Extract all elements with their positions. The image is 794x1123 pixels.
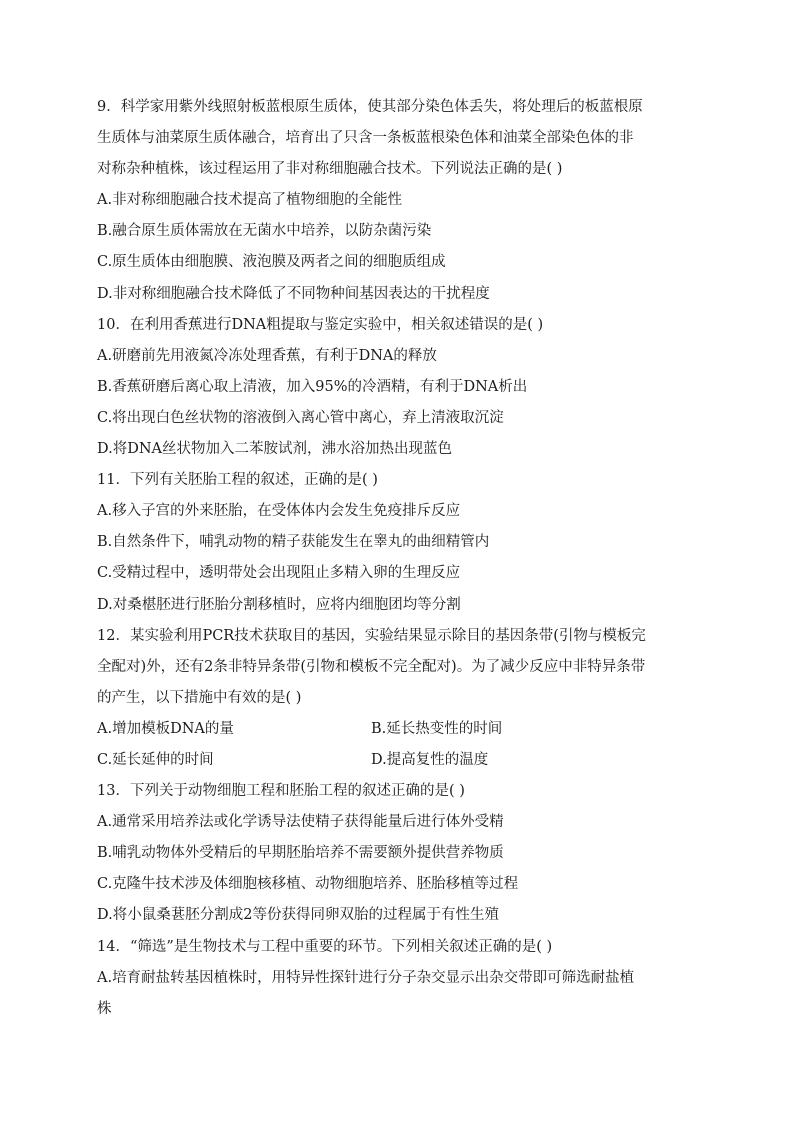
option-d: D.非对称细胞融合技术降低了不同物种间基因表达的干扰程度 bbox=[97, 285, 490, 302]
option-b: B.自然条件下，哺乳动物的精子获能发生在睾丸的曲细精管内 bbox=[97, 534, 490, 551]
option-b: B.融合原生质体需放在无菌水中培养，以防杂菌污染 bbox=[97, 223, 432, 240]
option-row bbox=[97, 745, 701, 776]
question-11 bbox=[97, 465, 701, 620]
option-c: C.克隆牛技术涉及体细胞核移植、动物细胞培养、胚胎移植等过程 bbox=[97, 876, 519, 893]
stem-line: 对称杂种植株，该过程运用了非对称细胞融合技术。下列说法正确的是( ) bbox=[97, 161, 563, 178]
stem-line: 11．下列有关胚胎工程的叙述，正确的是( ) bbox=[97, 472, 378, 489]
stem-line: 14．“筛选”是生物技术与工程中重要的环节。下列相关叙述正确的是( ) bbox=[97, 938, 553, 955]
option-a-continued: 株 bbox=[97, 1000, 112, 1017]
question-14 bbox=[97, 932, 701, 1025]
option-b: B.哺乳动物体外受精后的早期胚胎培养不需要额外提供营养物质 bbox=[97, 845, 504, 862]
stem-line: 9．科学家用紫外线照射板蓝根原生质体，使其部分染色体丢失，将处理后的板蓝根原 bbox=[97, 99, 643, 115]
question-13 bbox=[97, 776, 701, 931]
stem-line: 13．下列关于动物细胞工程和胚胎工程的叙述正确的是( ) bbox=[97, 783, 465, 800]
option-d: D.将DNA丝状物加入二苯胺试剂，沸水浴加热出现蓝色 bbox=[97, 441, 453, 458]
option-a: A.增加模板DNA的量 bbox=[97, 720, 234, 737]
option-b: B.延长热变性的时间 bbox=[371, 720, 503, 737]
question-10 bbox=[97, 310, 701, 465]
question-list bbox=[97, 92, 701, 1025]
option-a: A.研磨前先用液氮冷冻处理香蕉，有利于DNA的释放 bbox=[97, 347, 437, 364]
stem-line: 全配对)外，还有2条非特异条带(引物和模板不完全配对)。为了减少反应中非特异条带 bbox=[97, 658, 646, 675]
question-stem bbox=[97, 465, 701, 496]
question-stem bbox=[97, 776, 701, 807]
stem-line: 的产生，以下措施中有效的是( ) bbox=[97, 689, 302, 706]
option-b: B.香蕉研磨后离心取上清液，加入95%的冷酒精，有利于DNA析出 bbox=[97, 378, 528, 395]
question-9 bbox=[97, 92, 701, 310]
option-a: A.移入子宫的外来胚胎，在受体体内会发生免疫排斥反应 bbox=[97, 503, 461, 520]
question-stem bbox=[97, 310, 701, 341]
stem-line: 10．在利用香蕉进行DNA粗提取与鉴定实验中，相关叙述错误的是( ) bbox=[97, 316, 544, 333]
option-a: A.非对称细胞融合技术提高了植物细胞的全能性 bbox=[97, 192, 403, 209]
option-a: A.培育耐盐转基因植株时，用特异性探针进行分子杂交显示出杂交带即可筛选耐盐植 bbox=[97, 969, 635, 986]
question-stem bbox=[97, 621, 701, 714]
option-c: C.将出现白色丝状物的溶液倒入离心管中离心，弃上清液取沉淀 bbox=[97, 409, 504, 426]
option-a: A.通常采用培养法或化学诱导法使精子获得能量后进行体外受精 bbox=[97, 814, 504, 831]
option-d: D.将小鼠桑葚胚分割成2等份获得同卵双胎的过程属于有性生殖 bbox=[97, 907, 499, 924]
option-d: D.提高复性的温度 bbox=[371, 751, 489, 768]
option-c: C.受精过程中，透明带处会出现阻止多精入卵的生理反应 bbox=[97, 565, 461, 582]
stem-line: 生质体与油菜原生质体融合，培育出了只含一条板蓝根染色体和油菜全部染色体的非 bbox=[97, 130, 634, 147]
option-c: C.延长延伸的时间 bbox=[97, 751, 214, 768]
option-row bbox=[97, 714, 701, 745]
stem-line: 12．某实验利用PCR技术获取目的基因，实验结果显示除目的基因条带(引物与模板完 bbox=[97, 627, 646, 644]
question-stem bbox=[97, 92, 701, 185]
option-d: D.对桑椹胚进行胚胎分割移植时，应将内细胞团均等分割 bbox=[97, 596, 461, 613]
question-12 bbox=[97, 621, 701, 776]
option-c: C.原生质体由细胞膜、液泡膜及两者之间的细胞质组成 bbox=[97, 254, 446, 271]
question-stem bbox=[97, 932, 701, 963]
